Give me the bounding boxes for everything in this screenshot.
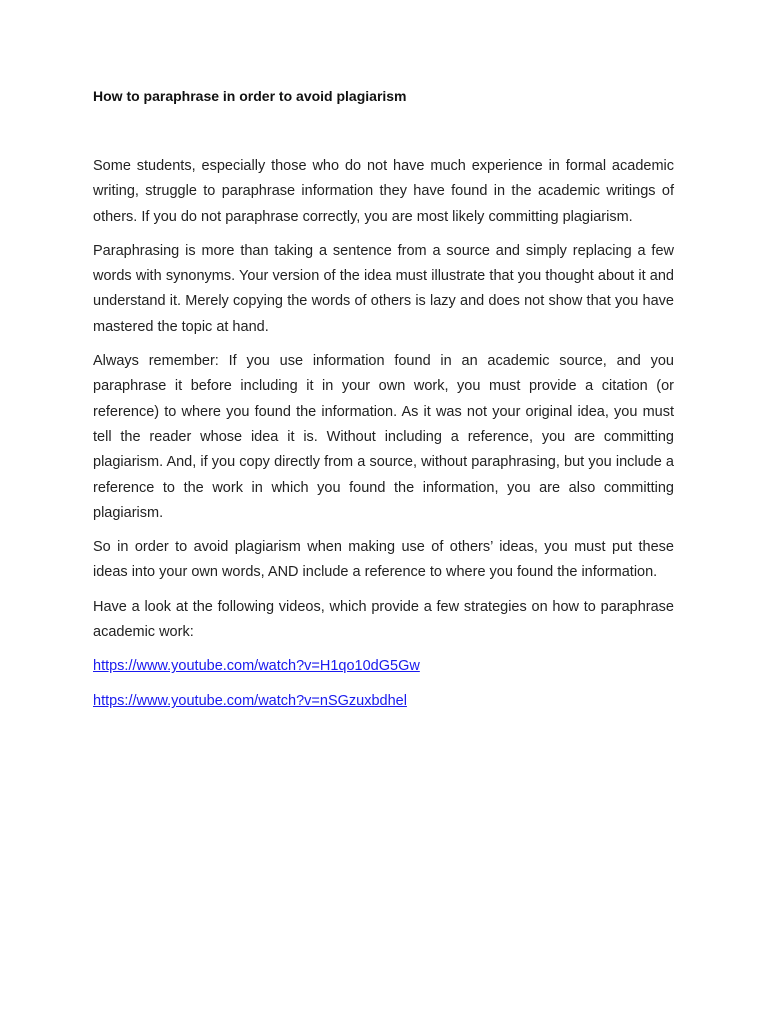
video-link-1[interactable]: https://www.youtube.com/watch?v=H1qo10dG5Gw bbox=[93, 658, 420, 675]
paragraph-summary: So in order to avoid plagiarism when making use of others’ ideas, you must put these ideas into your own words, AND include a reference to where you found the information. bbox=[93, 539, 674, 581]
paragraph-videos-intro: Have a look at the following videos, which provide a few strategies on how to paraphrase academic work: bbox=[93, 598, 674, 641]
paragraph-citation-rule: Always remember: If you use information found in an academic source, and you paraphrase it before including it in your own work, you must provide a citation (or reference) to where you found the information. As it was not your original idea, you must tell the reader whose idea it is. Without including a reference, you are committing plagiarism. And, if you copy directly from a source, without paraphrasing, but you include a reference to the work in which you found the information, you are also committing plagiarism. bbox=[93, 353, 674, 521]
video-link-2[interactable]: https://www.youtube.com/watch?v=nSGzuxbdhel bbox=[93, 693, 407, 710]
video-link-line-1 bbox=[93, 654, 674, 679]
document-body bbox=[93, 86, 674, 724]
video-link-line-2 bbox=[93, 689, 674, 714]
paragraph-definition: Paraphrasing is more than taking a sentence from a source and simply replacing a few words with synonyms. Your version of the idea must illustrate that you thought about it and understand it. Merely copying the words of others is lazy and does not show that you have mastered the topic at hand. bbox=[93, 242, 674, 335]
document-title: How to paraphrase in order to avoid plagiarism bbox=[93, 88, 407, 104]
paragraph-intro: Some students, especially those who do not have much experience in formal academic writing, struggle to paraphrase information they have found in the academic writings of others. If you do not paraphrase correctly, you are most likely committing plagiarism. bbox=[93, 158, 674, 225]
